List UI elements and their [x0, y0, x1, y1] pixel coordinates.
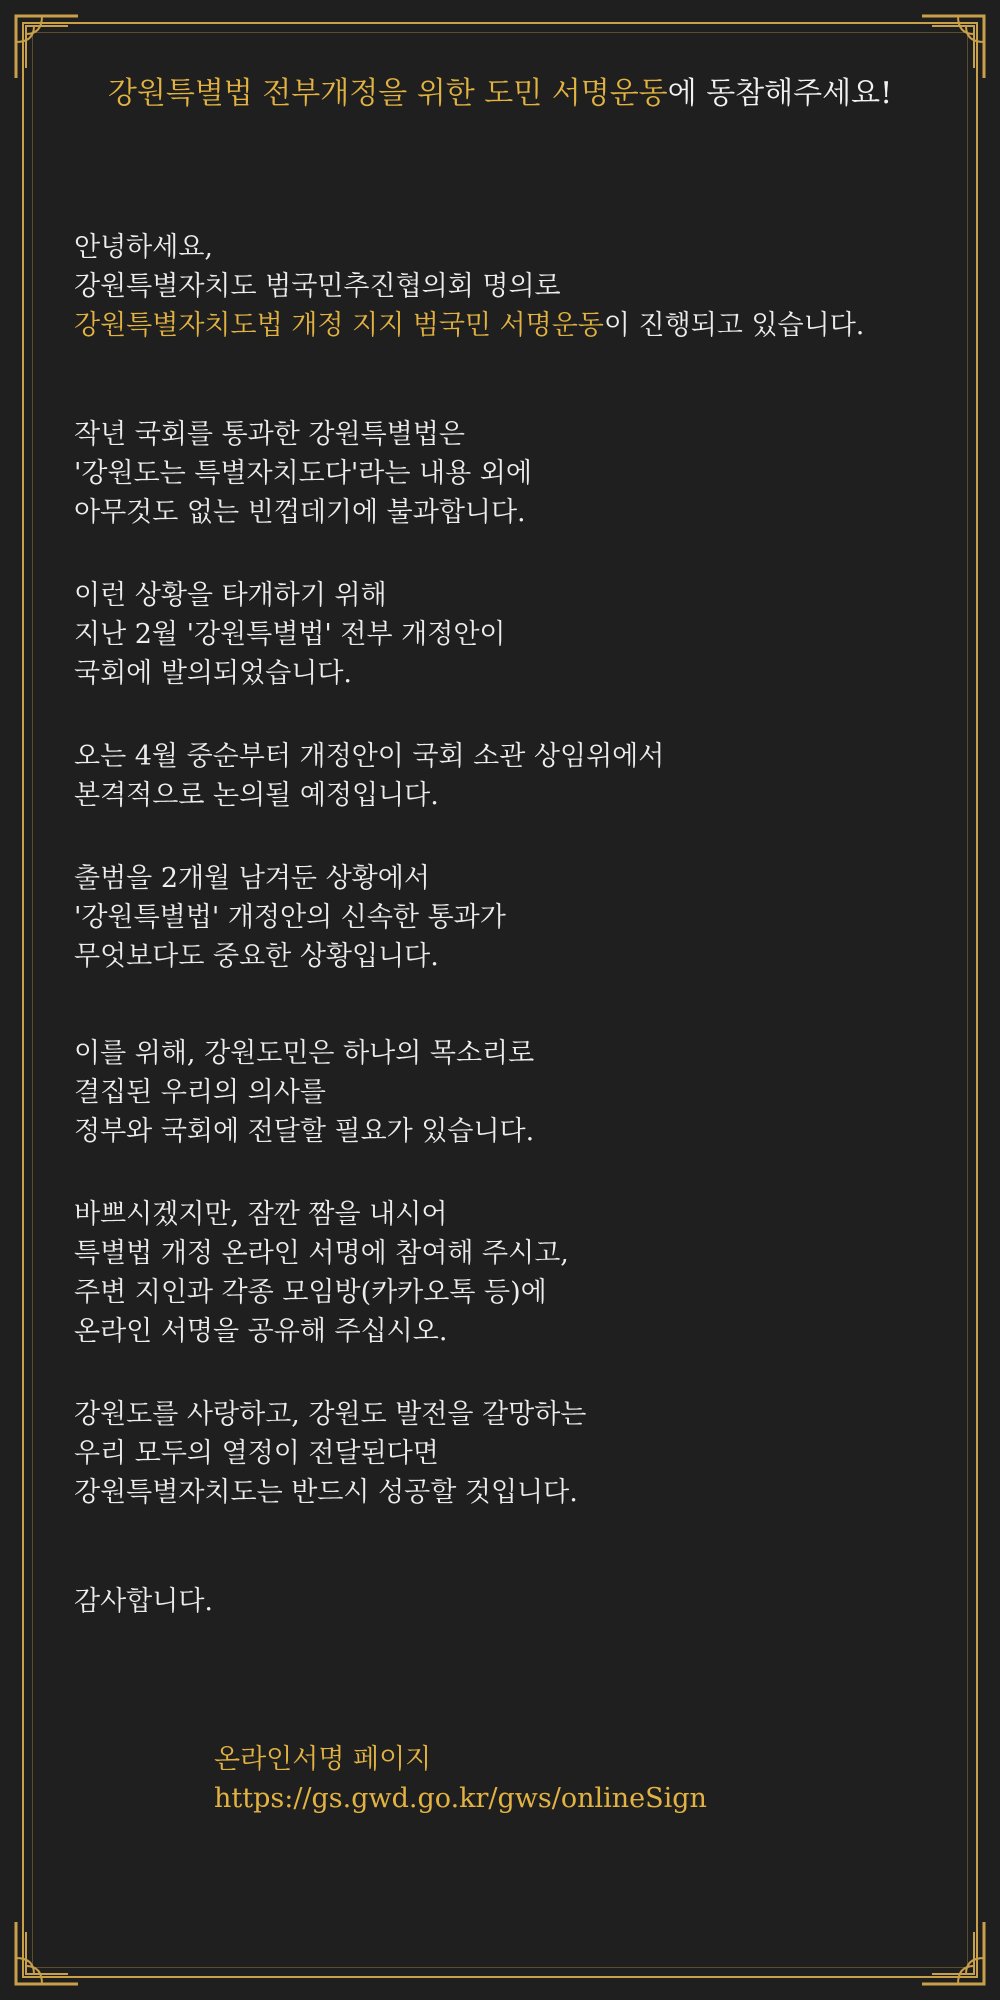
body-line: 국회에 발의되었습니다. [74, 658, 352, 689]
body-line: 주변 지인과 각종 모임방(카카오톡 등)에 [74, 1277, 547, 1308]
body-line: 온라인 서명을 공유해 주십시오. [74, 1316, 448, 1347]
body-paragraph [74, 576, 954, 693]
corner-ornament-icon [12, 1918, 82, 1988]
body-line: 우리 모두의 열정이 전달된다면 [74, 1438, 439, 1469]
body-line: 특별법 개정 온라인 서명에 참여해 주시고, [74, 1238, 569, 1269]
body-line: '강원도는 특별자치도다'라는 내용 외에 [74, 458, 532, 489]
closing-paragraph [74, 1582, 954, 1621]
body-line: 바쁘시겠지만, 잠깐 짬을 내시어 [74, 1199, 448, 1230]
body-line: 이런 상황을 타개하기 위해 [74, 580, 387, 611]
body-paragraph [74, 1195, 954, 1351]
body-paragraph [74, 1395, 954, 1512]
online-sign-block [214, 1740, 707, 1818]
body-line: '강원특별법' 개정안의 신속한 통과가 [74, 902, 506, 933]
body-line: 작년 국회를 통과한 강원특별법은 [74, 419, 465, 450]
body-line: 이를 위해, 강원도민은 하나의 목소리로 [74, 1038, 535, 1069]
greeting-line: 이 진행되고 있습니다. [603, 310, 865, 341]
greeting-paragraph [74, 228, 954, 345]
body-line: 출범을 2개월 남겨둔 상황에서 [74, 863, 430, 894]
greeting-line: 강원특별자치도 범국민추진협의회 명의로 [74, 271, 561, 302]
body-paragraph [74, 859, 954, 976]
body-line: 아무것도 없는 빈껍데기에 불과합니다. [74, 497, 526, 528]
body-line: 정부와 국회에 전달할 필요가 있습니다. [74, 1116, 535, 1147]
body-line: 무엇보다도 중요한 상황입니다. [74, 941, 439, 972]
title-rest: 에 동참해주세요! [667, 76, 893, 111]
title-highlight: 강원특별법 전부개정을 위한 도민 서명운동 [107, 76, 668, 111]
page-title [40, 72, 960, 116]
letter-body [74, 228, 954, 1621]
closing-line: 감사합니다. [74, 1586, 213, 1617]
body-line: 강원도를 사랑하고, 강원도 발전을 갈망하는 [74, 1399, 587, 1430]
body-line: 결집된 우리의 의사를 [74, 1077, 326, 1108]
body-line: 본격적으로 논의될 예정입니다. [74, 780, 439, 811]
greeting-line: 안녕하세요, [74, 232, 213, 263]
body-line: 오는 4월 중순부터 개정안이 국회 소관 상임위에서 [74, 741, 665, 772]
corner-ornament-icon [918, 1918, 988, 1988]
body-paragraph [74, 415, 954, 532]
online-sign-link[interactable]: https://gs.gwd.go.kr/gws/onlineSign [214, 1783, 707, 1814]
body-line: 강원특별자치도는 반드시 성공할 것입니다. [74, 1477, 578, 1508]
body-paragraph [74, 1034, 954, 1151]
greeting-highlight: 강원특별자치도법 개정 지지 범국민 서명운동 [74, 310, 604, 341]
body-line: 지난 2월 '강원특별법' 전부 개정안이 [74, 619, 506, 650]
body-paragraph [74, 737, 954, 815]
online-sign-label: 온라인서명 페이지 [214, 1744, 432, 1775]
